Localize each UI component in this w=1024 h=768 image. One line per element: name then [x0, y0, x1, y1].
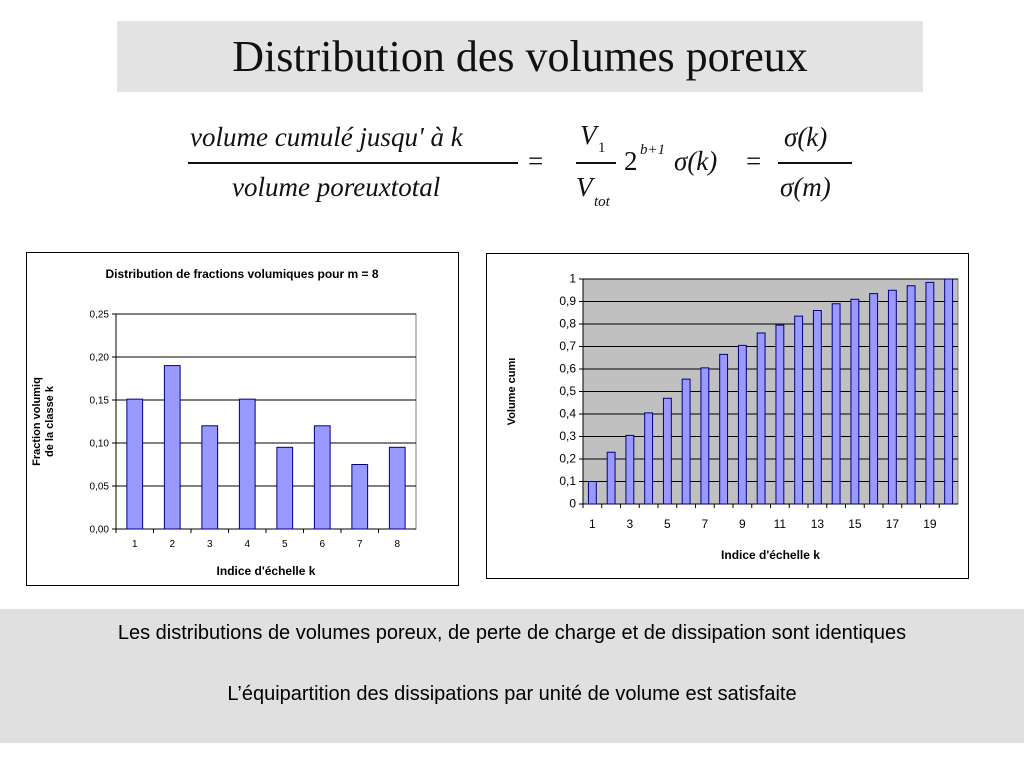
- y-tick-label: 0,3: [559, 429, 576, 443]
- formula: [180, 110, 880, 220]
- caption-line-2: L’équipartition des dissipations par unité de volume est satisfaite: [227, 683, 797, 705]
- bar: [626, 435, 634, 504]
- bar: [776, 325, 784, 504]
- y-axis-title: Fraction volumiq: [31, 377, 43, 466]
- y-tick-label: 0,25: [89, 309, 109, 321]
- y-axis-title: de la classe k: [44, 386, 56, 457]
- x-tick-label: 9: [739, 517, 746, 531]
- x-tick-label: 1: [131, 539, 138, 550]
- bar: [389, 447, 405, 529]
- y-tick-label: 0,2: [559, 451, 576, 466]
- bar: [757, 333, 765, 504]
- bar: [202, 426, 218, 529]
- chart-volume-cumule-svg: [487, 254, 968, 578]
- bar: [795, 316, 803, 504]
- y-tick-label: 0,1: [559, 474, 576, 488]
- y-tick-label: 0: [569, 496, 576, 511]
- x-tick-label: 4: [244, 539, 251, 550]
- x-tick-label: 7: [356, 539, 363, 550]
- formula-v1-subscript: 1: [598, 140, 606, 156]
- x-tick-label: 7: [701, 517, 709, 531]
- bar: [277, 447, 293, 529]
- x-tick-label: 15: [848, 517, 862, 531]
- y-axis-title: Volume cumı: [506, 357, 518, 426]
- y-tick-label: 0,7: [559, 339, 576, 353]
- formula-two: 2: [624, 146, 638, 176]
- y-tick-label: 0,8: [559, 316, 576, 331]
- formula-sigma-k: σ(k): [674, 146, 718, 176]
- x-tick-label: 19: [923, 517, 937, 531]
- x-tick-label: 6: [319, 539, 326, 550]
- x-tick-label: 17: [885, 517, 900, 531]
- y-tick-label: 0,05: [89, 481, 109, 493]
- bar: [352, 465, 368, 530]
- y-tick-label: 0,9: [559, 294, 576, 308]
- bar: [851, 299, 859, 504]
- formula-equals-1: =: [528, 146, 544, 176]
- slide-title: Distribution des volumes poreux: [232, 32, 808, 81]
- x-tick-label: 8: [394, 539, 401, 550]
- x-tick-label: 13: [810, 517, 825, 531]
- formula-equals-2: =: [746, 146, 762, 176]
- bar: [832, 304, 840, 504]
- bar: [127, 399, 143, 529]
- y-tick-label: 0,4: [559, 406, 576, 421]
- y-tick-label: 1: [569, 271, 576, 286]
- formula-rhs-numerator: σ(k): [784, 122, 828, 152]
- formula-exponent: b+1: [640, 142, 666, 158]
- x-tick-label: 3: [206, 539, 213, 550]
- bar: [870, 294, 878, 504]
- x-axis-title: Indice d'échelle k: [216, 564, 316, 578]
- bar: [738, 345, 746, 504]
- chart-volume-cumule: [486, 253, 969, 579]
- bar: [682, 379, 690, 504]
- formula-lhs-fraction-bar: [188, 162, 518, 164]
- formula-v-fraction-bar: [576, 162, 616, 164]
- bar: [314, 426, 330, 529]
- formula-lhs-numerator: volume cumulé jusqu' à k: [190, 122, 463, 152]
- y-tick-label: 0,10: [89, 438, 109, 450]
- y-tick-label: 0,00: [89, 524, 109, 536]
- bar: [239, 399, 255, 529]
- x-tick-label: 5: [281, 539, 288, 550]
- bar: [701, 368, 709, 504]
- bar: [607, 452, 615, 504]
- bar: [164, 366, 180, 529]
- bar: [645, 413, 653, 504]
- title-bar: [117, 21, 923, 92]
- bar: [813, 311, 821, 505]
- bar: [720, 354, 728, 504]
- y-tick-label: 0,6: [559, 361, 576, 376]
- x-tick-label: 1: [589, 517, 596, 531]
- bar: [945, 279, 953, 504]
- x-axis-title: Indice d'échelle k: [721, 548, 820, 562]
- formula-rhs-fraction-bar: [778, 162, 852, 164]
- x-tick-label: 2: [169, 539, 176, 550]
- chart-fraction-volumique-svg: [27, 253, 458, 585]
- bar: [588, 482, 596, 505]
- bar: [907, 286, 915, 504]
- caption-line-1: Les distributions de volumes poreux, de perte de charge et de dissipation sont identiques: [117, 622, 907, 644]
- formula-vtot: V: [576, 172, 593, 202]
- caption-band: [0, 609, 1024, 743]
- x-tick-label: 5: [664, 517, 671, 531]
- bar: [926, 282, 934, 504]
- y-tick-label: 0,20: [89, 352, 109, 364]
- y-tick-label: 0,15: [89, 395, 109, 407]
- x-tick-label: 3: [626, 517, 634, 531]
- bar: [888, 290, 896, 504]
- bar: [663, 398, 671, 504]
- formula-rhs-denominator: σ(m): [780, 172, 831, 202]
- y-tick-label: 0,5: [559, 384, 576, 398]
- formula-vtot-subscript: tot: [594, 194, 610, 210]
- chart-fraction-volumique: [26, 252, 459, 586]
- formula-v1: V: [580, 120, 597, 150]
- chart-title: Distribution de fractions volumiques pour m = 8: [105, 267, 379, 281]
- formula-lhs-denominator: volume poreuxtotal: [232, 172, 441, 202]
- x-tick-label: 11: [773, 517, 787, 531]
- plot-area: [116, 314, 416, 529]
